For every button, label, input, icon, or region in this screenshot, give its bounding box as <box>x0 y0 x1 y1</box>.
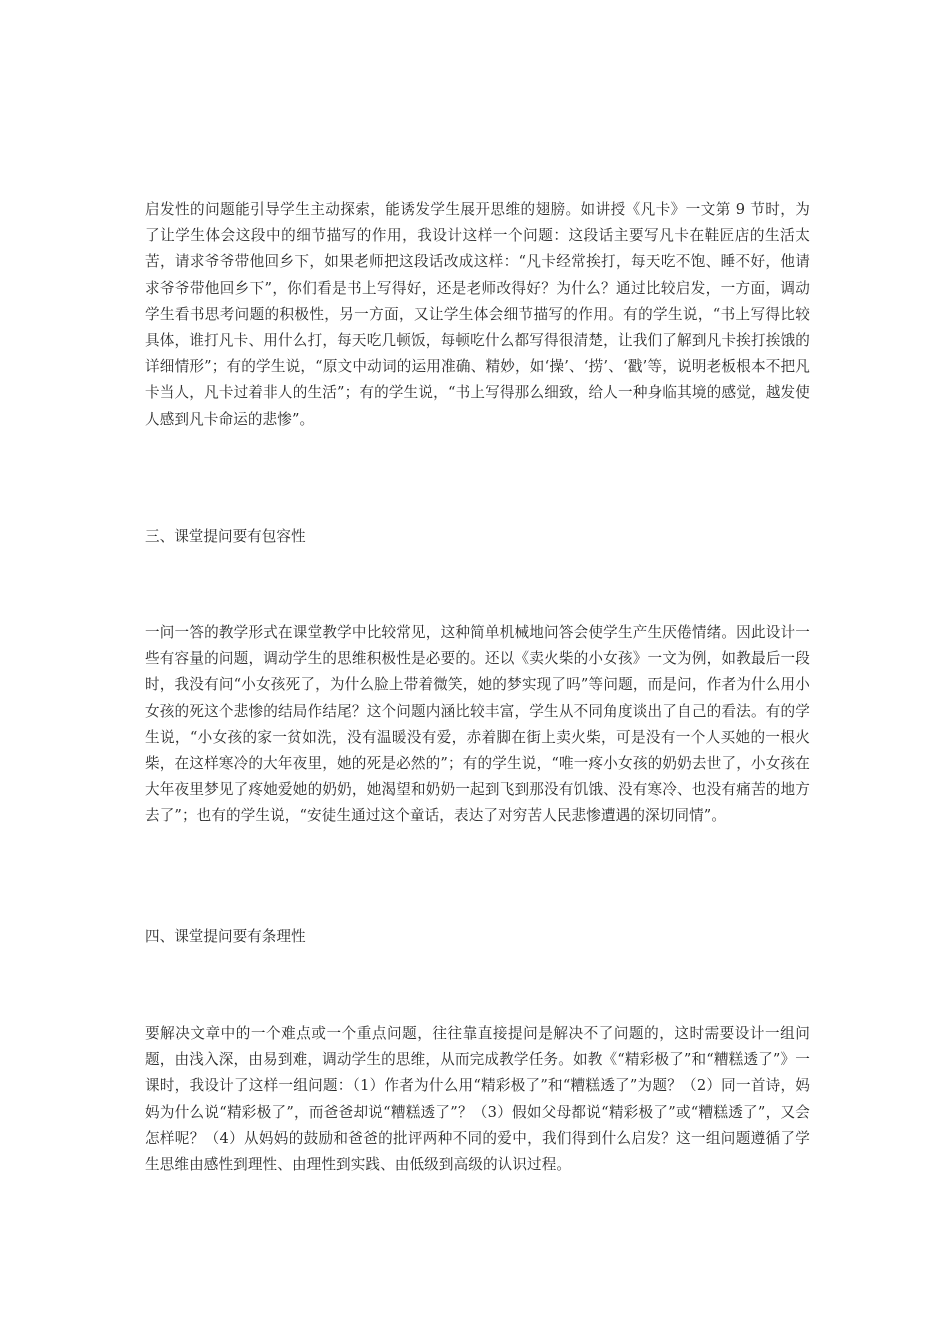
paragraph-organized-questions: 要解决文章中的一个难点或一个重点问题，往往靠直接提问是解决不了问题的，这时需要设计一组问题，由浅入深，由易到难，调动学生的思维，从而完成教学任务。如教《“精彩极了”和“糟糕透了”》一课时，我设计了这样一组问题：（1）作者为什么用“精彩极了”和“糟糕透了”为题？（2）同一首诗，妈妈为什么说“精彩极了”，而爸爸却说“糟糕透了”？（3）假如父母都说“精彩极了”或“糟糕透了”，又会怎样呢？（4）从妈妈的鼓励和爸爸的批评两种不同的爱中，我们得到什么启发？这一组问题遵循了学生思维由感性到理性、由理性到实践、由低级到高级的认识过程。 <box>145 1025 810 1174</box>
paragraph-inclusive-questions: 一问一答的教学形式在课堂教学中比较常见，这种简单机械地问答会使学生产生厌倦情绪。因此设计一些有容量的问题，调动学生的思维积极性是必要的。还以《卖火柴的小女孩》一文为例，如教最后一段时，我没有问“小女孩死了，为什么脸上带着微笑，她的梦实现了吗”等问题，而是问，作者为什么用小女孩的死这个悲惨的结局作结尾？这个问题内涵比较丰富，学生从不同角度谈出了自己的看法。有的学生说，“小女孩的家一贫如洗，没有温暖没有爱，赤着脚在街上卖火柴，可是没有一个人买她的一根火柴，在这样寒冷的大年夜里，她的死是必然的”；有的学生说，“唯一疼小女孩的奶奶去世了，小女孩在大年夜里梦见了疼她爱她的奶奶，她渴望和奶奶一起到飞到那没有饥饿、没有寒冷、也没有痛苦的地方去了”；也有的学生说，“安徒生通过这个童话，表达了对穷苦人民悲惨遭遇的深切同情”。 <box>145 624 810 825</box>
paragraph-heuristic-questions: 启发性的问题能引导学生主动探索，能诱发学生展开思维的翅膀。如讲授《凡卡》一文第 9 节时，为了让学生体会这段中的细节描写的作用，我设计这样一个问题：这段话主要写凡卡在鞋匠店的生活太苦，请求爷爷带他回乡下，如果老师把这段话改成这样：“凡卡经常挨打，每天吃不饱、睡不好，他请求爷爷带他回乡下”，你们看是书上写得好，还是老师改得好？为什么？通过比较启发，一方面，调动学生看书思考问题的积极性，另一方面，又让学生体会细节描写的作用。有的学生说，“书上写得比较具体，谁打凡卡、用什么打，每天吃几顿饭，每顿吃什么都写得很清楚，让我们了解到凡卡挨打挨饿的详细情形”；有的学生说，“原文中动词的运用准确、精妙，如‘操’、‘捞’、‘戳’等，说明老板根本不把凡卡当人，凡卡过着非人的生活”；有的学生说，“书上写得那么细致，给人一种身临其境的感觉，越发使人感到凡卡命运的悲惨”。 <box>145 201 810 428</box>
section-heading-3: 三、课堂提问要有包容性 <box>145 528 306 545</box>
section-heading-4: 四、课堂提问要有条理性 <box>145 928 306 945</box>
